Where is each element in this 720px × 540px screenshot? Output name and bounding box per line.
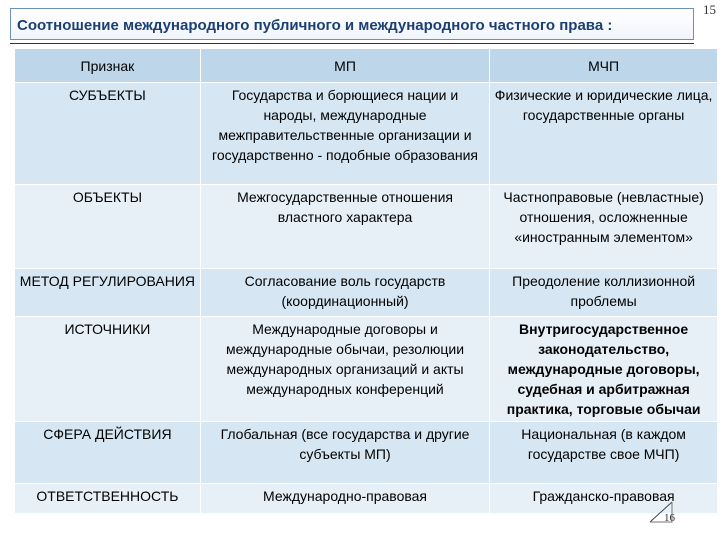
table-row [15, 422, 718, 484]
table-row [15, 317, 718, 422]
table-row [15, 484, 718, 514]
table-row [15, 269, 718, 317]
header-mchp: МЧП [490, 49, 718, 83]
mp-cell: Межгосударственные отношения властного характера [200, 185, 489, 269]
mchp-cell: Частноправовые (невластные) отношения, осложненные «иностранным элементом» [490, 185, 718, 269]
mchp-cell: Преодоление коллизионной проблемы [490, 269, 718, 317]
mp-cell: Международно-правовая [200, 484, 489, 514]
mchp-cell: Гражданско-правовая [490, 484, 718, 514]
feature-cell: СУБЪЕКТЫ [15, 83, 201, 185]
footer-page-number: 16 [664, 512, 675, 524]
mp-cell: Государства и борющиеся нации и народы, международные межправительственные организации и государственно - подобные образования [200, 83, 489, 185]
mp-cell: Глобальная (все государства и другие субъекты МП) [200, 422, 489, 484]
slide-title: Соотношение международного публичного и международного частного права : [17, 17, 613, 34]
feature-cell: ОТВЕТСТВЕННОСТЬ [15, 484, 201, 514]
mp-cell: Международные договоры и международные обычаи, резолюции международных организаций и акты международных конференций [200, 317, 489, 422]
mchp-cell: Физические и юридические лица, государственные органы [490, 83, 718, 185]
feature-cell: СФЕРА ДЕЙСТВИЯ [15, 422, 201, 484]
header-feature: Признак [15, 49, 201, 83]
feature-cell: ОБЪЕКТЫ [15, 185, 201, 269]
page-number: 15 [703, 2, 716, 17]
mp-cell: Согласование воль государств (координационный) [200, 269, 489, 317]
mchp-cell: Национальная (в каждом государстве свое МЧП) [490, 422, 718, 484]
table-header-row [15, 49, 718, 83]
table-row [15, 185, 718, 269]
table-row [15, 83, 718, 185]
feature-cell: МЕТОД РЕГУЛИРОВАНИЯ [15, 269, 201, 317]
comparison-table [14, 48, 718, 514]
feature-cell: ИСТОЧНИКИ [15, 317, 201, 422]
mchp-cell: Внутригосударственное законодательство, международные договоры, судебная и арбитражная практика, торговые обычаи [490, 317, 718, 422]
header-mp: МП [200, 49, 489, 83]
title-box [10, 8, 694, 40]
title-underline [10, 43, 694, 44]
